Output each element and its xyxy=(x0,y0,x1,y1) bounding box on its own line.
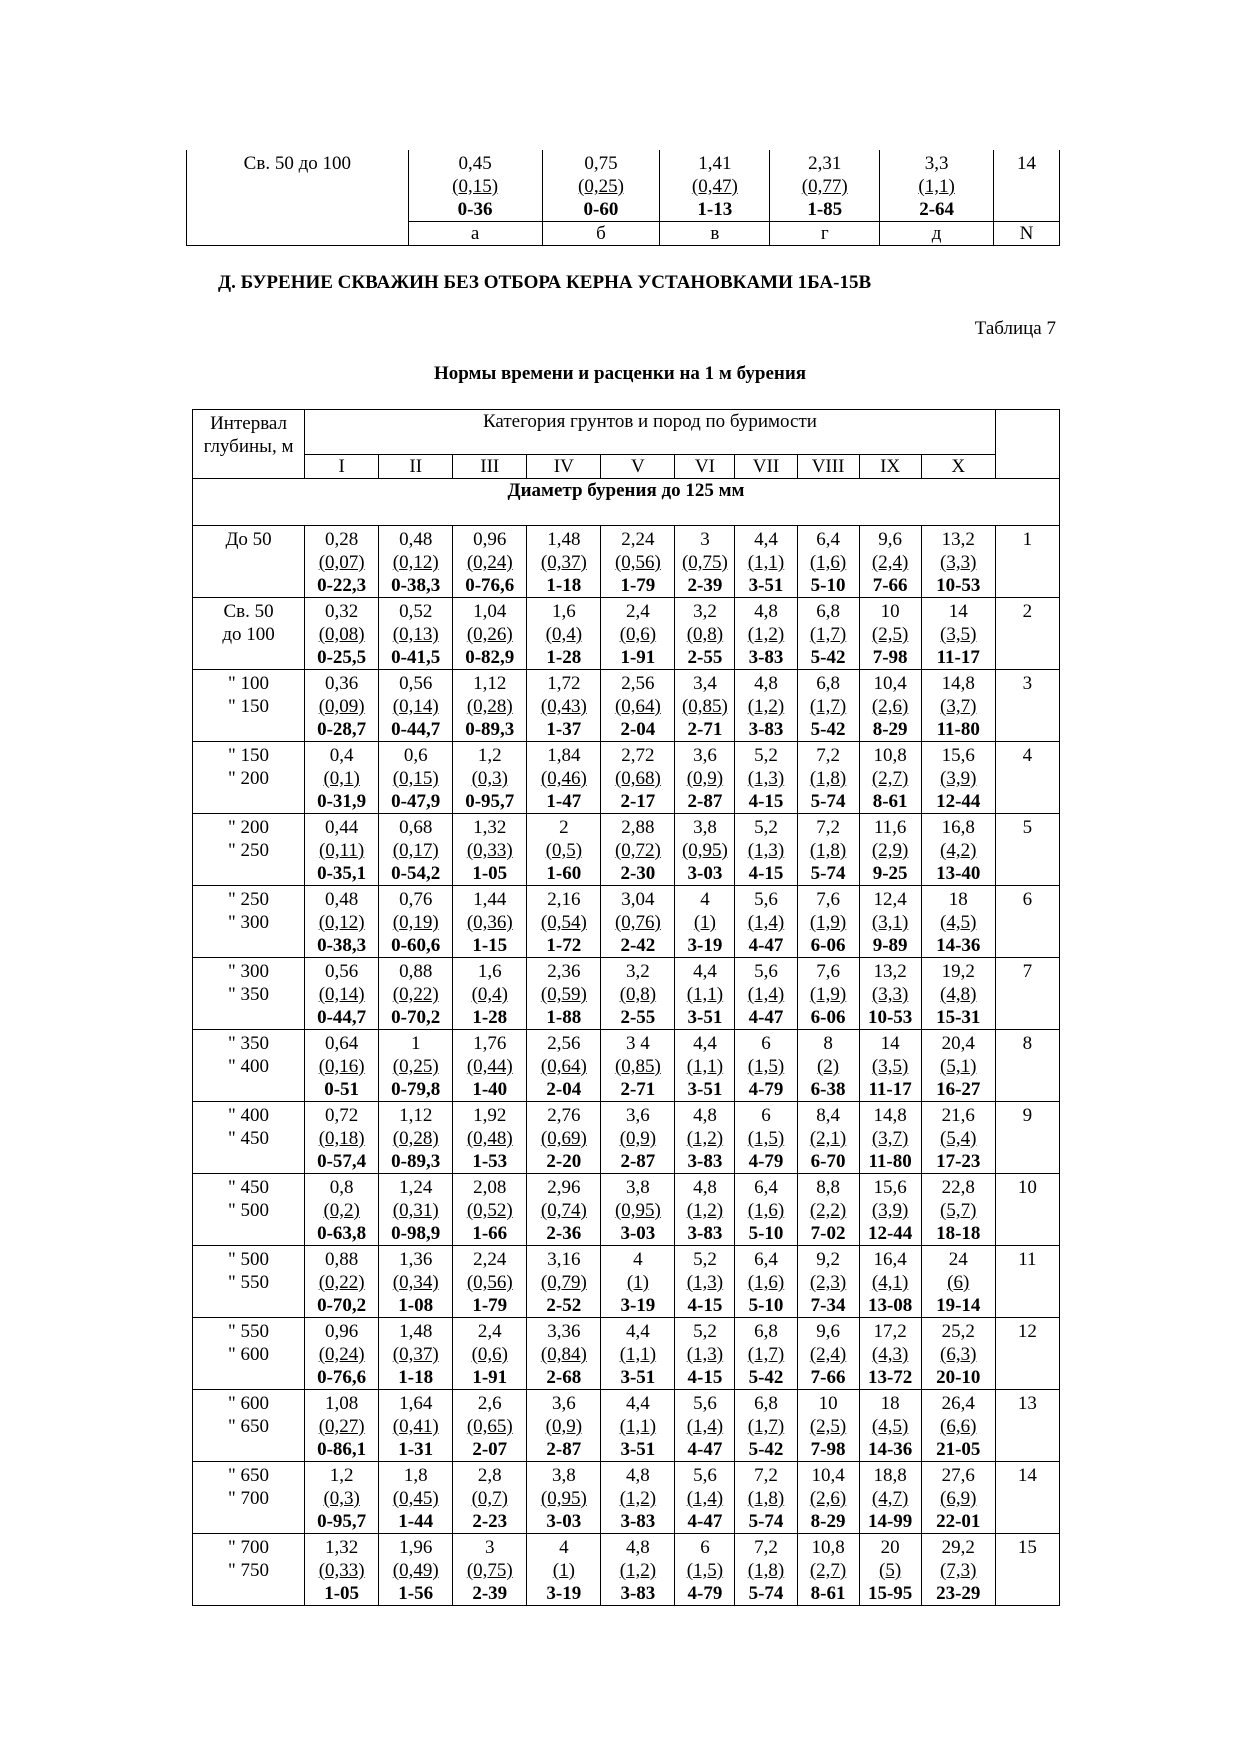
norm-cell: 3,4 (0,85) 2-71 xyxy=(675,670,735,742)
norm-cell: 4,8 (1,2) 3-83 xyxy=(735,670,797,742)
row-number: 6 xyxy=(995,886,1059,958)
depth-interval: " 150 " 200 xyxy=(193,742,305,814)
norm-cell: 4,4 (1,1) 3-51 xyxy=(601,1390,675,1462)
norm-cell: 4 (1) 3-19 xyxy=(675,886,735,958)
norm-cell: 2 (0,5) 1-60 xyxy=(527,814,601,886)
norm-cell: 4 (1) 3-19 xyxy=(601,1246,675,1318)
norm-cell: 0,36 (0,09) 0-28,7 xyxy=(305,670,379,742)
depth-interval: " 100 " 150 xyxy=(193,670,305,742)
norm-cell: 5,2 (1,3) 4-15 xyxy=(675,1246,735,1318)
row-number: 4 xyxy=(995,742,1059,814)
norm-cell: 0,64 (0,16) 0-51 xyxy=(305,1030,379,1102)
depth-interval: " 700 " 750 xyxy=(193,1534,305,1606)
norm-cell: 5,2 (1,3) 4-15 xyxy=(735,742,797,814)
depth-interval: " 650 " 700 xyxy=(193,1462,305,1534)
continuation-table xyxy=(186,150,1060,246)
norm-cell: 1,32 (0,33) 1-05 xyxy=(453,814,527,886)
norm-cell: 10,4 (2,6) 8-29 xyxy=(859,670,921,742)
norms-table xyxy=(192,409,1060,1606)
norm-cell: 4 (1) 3-19 xyxy=(527,1534,601,1606)
norm-cell: 17,2 (4,3) 13-72 xyxy=(859,1318,921,1390)
norm-cell: 7,2 (1,8) 5-74 xyxy=(797,814,859,886)
norm-cell: 4,8 (1,2) 3-83 xyxy=(601,1462,675,1534)
norm-cell: 3,8 (0,95) 3-03 xyxy=(675,814,735,886)
norm-cell: 6,4 (1,6) 5-10 xyxy=(797,526,859,598)
norm-cell: 2,24 (0,56) 1-79 xyxy=(601,526,675,598)
norm-cell: 10 (2,5) 7-98 xyxy=(859,598,921,670)
norm-cell: 1,36 (0,34) 1-08 xyxy=(379,1246,453,1318)
norm-cell: 6,8 (1,7) 5-42 xyxy=(797,670,859,742)
table-row xyxy=(193,1318,1060,1390)
norm-cell: 13,2 (3,3) 10-53 xyxy=(921,526,995,598)
row-number: 3 xyxy=(995,670,1059,742)
norm-cell: 2,72 (0,68) 2-17 xyxy=(601,742,675,814)
category-roman: X xyxy=(921,455,995,479)
norm-cell: 25,2 (6,3) 20-10 xyxy=(921,1318,995,1390)
norm-cell: 10,4 (2,6) 8-29 xyxy=(797,1462,859,1534)
norm-cell: 1,12 (0,28) 0-89,3 xyxy=(453,670,527,742)
norm-cell: 0,4 (0,1) 0-31,9 xyxy=(305,742,379,814)
norm-cell: 3 4 (0,85) 2-71 xyxy=(601,1030,675,1102)
row-number: 12 xyxy=(995,1318,1059,1390)
norm-cell: 5,2 (1,3) 4-15 xyxy=(735,814,797,886)
norm-cell: 2,16 (0,54) 1-72 xyxy=(527,886,601,958)
category-roman: VI xyxy=(675,455,735,479)
table-row xyxy=(193,670,1060,742)
depth-interval: До 50 xyxy=(193,526,305,598)
norm-cell: 16,4 (4,1) 13-08 xyxy=(859,1246,921,1318)
norm-cell: 9,6 (2,4) 7-66 xyxy=(797,1318,859,1390)
norm-cell: 29,2 (7,3) 23-29 xyxy=(921,1534,995,1606)
norm-cell: 0,68 (0,17) 0-54,2 xyxy=(379,814,453,886)
norm-cell: 7,6 (1,9) 6-06 xyxy=(797,886,859,958)
interval-header: Интервал глубины, м xyxy=(193,410,305,479)
norm-cell: 0,48 (0,12) 0-38,3 xyxy=(305,886,379,958)
norm-cell: 2,08 (0,52) 1-66 xyxy=(453,1174,527,1246)
norm-cell: 1,12 (0,28) 0-89,3 xyxy=(379,1102,453,1174)
norm-cell: 20,4 (5,1) 16-27 xyxy=(921,1030,995,1102)
norm-cell: 5,6 (1,4) 4-47 xyxy=(735,886,797,958)
norm-cell: 14,8 (3,7) 11-80 xyxy=(921,670,995,742)
norm-cell: 7,2 (1,8) 5-74 xyxy=(797,742,859,814)
row-number: 1 xyxy=(995,526,1059,598)
norm-cell: 2,4 (0,6) 1-91 xyxy=(601,598,675,670)
norm-cell: 4,4 (1,1) 3-51 xyxy=(675,1030,735,1102)
norm-cell: 6,4 (1,6) 5-10 xyxy=(735,1246,797,1318)
norm-cell: 6 (1,5) 4-79 xyxy=(735,1102,797,1174)
norm-cell: 14 (3,5) 11-17 xyxy=(859,1030,921,1102)
norm-cell: 0,56 (0,14) 0-44,7 xyxy=(379,670,453,742)
table-row xyxy=(193,1174,1060,1246)
norm-cell: 0,6 (0,15) 0-47,9 xyxy=(379,742,453,814)
norm-cell: 0,96 (0,24) 0-76,6 xyxy=(305,1318,379,1390)
norm-cell: 7,2 (1,8) 5-74 xyxy=(735,1462,797,1534)
norm-cell: 8 (2) 6-38 xyxy=(797,1030,859,1102)
norm-cell: 18 (4,5) 14-36 xyxy=(859,1390,921,1462)
table-row xyxy=(193,1534,1060,1606)
norm-cell: 27,6 (6,9) 22-01 xyxy=(921,1462,995,1534)
norm-cell: 18 (4,5) 14-36 xyxy=(921,886,995,958)
norm-cell: 2,88 (0,72) 2-30 xyxy=(601,814,675,886)
norm-cell: 4,8 (1,2) 3-83 xyxy=(675,1174,735,1246)
norm-cell: 6,4 (1,6) 5-10 xyxy=(735,1174,797,1246)
norm-cell: 2,4 (0,6) 1-91 xyxy=(453,1318,527,1390)
norm-cell: 18,8 (4,7) 14-99 xyxy=(859,1462,921,1534)
norm-cell: 11,6 (2,9) 9-25 xyxy=(859,814,921,886)
norm-cell: 7,2 (1,8) 5-74 xyxy=(735,1534,797,1606)
norm-cell: 3 (0,75) 2-39 xyxy=(675,526,735,598)
norm-cell: 1 (0,25) 0-79,8 xyxy=(379,1030,453,1102)
norm-cell: 14,8 (3,7) 11-80 xyxy=(859,1102,921,1174)
norm-cell: 1,72 (0,43) 1-37 xyxy=(527,670,601,742)
norm-cell: 26,4 (6,6) 21-05 xyxy=(921,1390,995,1462)
category-roman: VIII xyxy=(797,455,859,479)
norm-cell: 1,2 (0,3) 0-95,7 xyxy=(453,742,527,814)
norm-cell: 6 (1,5) 4-79 xyxy=(735,1030,797,1102)
norm-cell: 12,4 (3,1) 9-89 xyxy=(859,886,921,958)
norm-cell: 16,8 (4,2) 13-40 xyxy=(921,814,995,886)
norm-cell: 10,8 (2,7) 8-61 xyxy=(859,742,921,814)
norm-cell: 1,6 (0,4) 1-28 xyxy=(453,958,527,1030)
row-number: 15 xyxy=(995,1534,1059,1606)
norm-cell: 0,96 (0,24) 0-76,6 xyxy=(453,526,527,598)
norm-cell: 0,48 (0,12) 0-38,3 xyxy=(379,526,453,598)
continuation-cell: 3,3 (1,1) 2-64 xyxy=(880,150,994,222)
norm-cell: 0,32 (0,08) 0-25,5 xyxy=(305,598,379,670)
norm-cell: 2,56 (0,64) 2-04 xyxy=(601,670,675,742)
category-roman: V xyxy=(601,455,675,479)
norm-cell: 1,92 (0,48) 1-53 xyxy=(453,1102,527,1174)
norm-cell: 3,8 (0,95) 3-03 xyxy=(601,1174,675,1246)
table-row xyxy=(193,1246,1060,1318)
row-number: 13 xyxy=(995,1390,1059,1462)
norm-cell: 2,24 (0,56) 1-79 xyxy=(453,1246,527,1318)
table-row xyxy=(193,1030,1060,1102)
norm-cell: 6,8 (1,7) 5-42 xyxy=(797,598,859,670)
row-number: 10 xyxy=(995,1174,1059,1246)
depth-interval: " 450 " 500 xyxy=(193,1174,305,1246)
norm-cell: 1,96 (0,49) 1-56 xyxy=(379,1534,453,1606)
norm-cell: 1,32 (0,33) 1-05 xyxy=(305,1534,379,1606)
table-row xyxy=(193,814,1060,886)
norm-cell: 3,6 (0,9) 2-87 xyxy=(527,1390,601,1462)
depth-interval: " 500 " 550 xyxy=(193,1246,305,1318)
column-letter: а xyxy=(408,222,542,246)
norm-cell: 20 (5) 15-95 xyxy=(859,1534,921,1606)
depth-interval: " 400 " 450 xyxy=(193,1102,305,1174)
continuation-cell: 1,41 (0,47) 1-13 xyxy=(660,150,770,222)
norm-cell: 3,6 (0,9) 2-87 xyxy=(675,742,735,814)
number-header xyxy=(995,410,1059,479)
depth-interval: " 300 " 350 xyxy=(193,958,305,1030)
row-number: 8 xyxy=(995,1030,1059,1102)
norm-cell: 15,6 (3,9) 12-44 xyxy=(921,742,995,814)
norm-cell: 2,8 (0,7) 2-23 xyxy=(453,1462,527,1534)
table-title: Нормы времени и расценки на 1 м бурения xyxy=(433,363,807,384)
norm-cell: 1,44 (0,36) 1-15 xyxy=(453,886,527,958)
table-row xyxy=(193,742,1060,814)
norm-cell: 0,28 (0,07) 0-22,3 xyxy=(305,526,379,598)
norm-cell: 4,8 (1,2) 3-83 xyxy=(675,1102,735,1174)
norm-cell: 15,6 (3,9) 12-44 xyxy=(859,1174,921,1246)
norm-cell: 0,76 (0,19) 0-60,6 xyxy=(379,886,453,958)
row-number: 7 xyxy=(995,958,1059,1030)
table-row xyxy=(193,598,1060,670)
norm-cell: 1,64 (0,41) 1-31 xyxy=(379,1390,453,1462)
category-roman: II xyxy=(379,455,453,479)
row-number: 14 xyxy=(995,1462,1059,1534)
column-letter: б xyxy=(542,222,660,246)
diameter-label: Диаметр бурения до 125 мм xyxy=(193,479,1060,526)
norm-cell: 4,4 (1,1) 3-51 xyxy=(675,958,735,1030)
norm-cell: 4,8 (1,2) 3-83 xyxy=(601,1534,675,1606)
norm-cell: 4,8 (1,2) 3-83 xyxy=(735,598,797,670)
norm-cell: 1,48 (0,37) 1-18 xyxy=(379,1318,453,1390)
norm-cell: 6 (1,5) 4-79 xyxy=(675,1534,735,1606)
norm-cell: 13,2 (3,3) 10-53 xyxy=(859,958,921,1030)
norm-cell: 3,2 (0,8) 2-55 xyxy=(675,598,735,670)
norm-cell: 1,2 (0,3) 0-95,7 xyxy=(305,1462,379,1534)
depth-interval: " 550 " 600 xyxy=(193,1318,305,1390)
norm-cell: 3 (0,75) 2-39 xyxy=(453,1534,527,1606)
norm-cell: 2,76 (0,69) 2-20 xyxy=(527,1102,601,1174)
column-letter: в xyxy=(660,222,770,246)
norm-cell: 5,2 (1,3) 4-15 xyxy=(675,1318,735,1390)
norm-cell: 4,4 (1,1) 3-51 xyxy=(601,1318,675,1390)
norm-cell: 3,6 (0,9) 2-87 xyxy=(601,1102,675,1174)
norm-cell: 3,2 (0,8) 2-55 xyxy=(601,958,675,1030)
continuation-cell: 0,75 (0,25) 0-60 xyxy=(542,150,660,222)
section-heading: Д. БУРЕНИЕ СКВАЖИН БЕЗ ОТБОРА КЕРНА УСТАНОВКАМИ 1БА-15В xyxy=(218,272,872,293)
column-letter: N xyxy=(994,222,1060,246)
row-number: 5 xyxy=(995,814,1059,886)
continuation-row-number: 14 xyxy=(994,150,1060,222)
norm-cell: 1,48 (0,37) 1-18 xyxy=(527,526,601,598)
table-row xyxy=(193,1462,1060,1534)
norm-cell: 3,16 (0,79) 2-52 xyxy=(527,1246,601,1318)
depth-interval: " 250 " 300 xyxy=(193,886,305,958)
table-row xyxy=(193,886,1060,958)
category-roman: I xyxy=(305,455,379,479)
norm-cell: 0,72 (0,18) 0-57,4 xyxy=(305,1102,379,1174)
norm-cell: 22,8 (5,7) 18-18 xyxy=(921,1174,995,1246)
category-header: Категория грунтов и пород по буримости xyxy=(305,410,996,455)
norm-cell: 9,2 (2,3) 7-34 xyxy=(797,1246,859,1318)
column-letter: д xyxy=(880,222,994,246)
row-number: 2 xyxy=(995,598,1059,670)
norm-cell: 2,96 (0,74) 2-36 xyxy=(527,1174,601,1246)
norm-cell: 6,8 (1,7) 5-42 xyxy=(735,1390,797,1462)
table-number: Таблица 7 xyxy=(974,318,1056,339)
norm-cell: 2,6 (0,65) 2-07 xyxy=(453,1390,527,1462)
norm-cell: 5,6 (1,4) 4-47 xyxy=(735,958,797,1030)
row-number: 11 xyxy=(995,1246,1059,1318)
norm-cell: 10 (2,5) 7-98 xyxy=(797,1390,859,1462)
norm-cell: 1,24 (0,31) 0-98,9 xyxy=(379,1174,453,1246)
row-number: 9 xyxy=(995,1102,1059,1174)
norm-cell: 8,8 (2,2) 7-02 xyxy=(797,1174,859,1246)
column-letter: г xyxy=(770,222,880,246)
depth-interval: Св. 50 до 100 xyxy=(193,598,305,670)
norm-cell: 19,2 (4,8) 15-31 xyxy=(921,958,995,1030)
norm-cell: 3,8 (0,95) 3-03 xyxy=(527,1462,601,1534)
depth-interval: " 200 " 250 xyxy=(193,814,305,886)
norm-cell: 0,88 (0,22) 0-70,2 xyxy=(379,958,453,1030)
norm-cell: 0,88 (0,22) 0-70,2 xyxy=(305,1246,379,1318)
norm-cell: 1,84 (0,46) 1-47 xyxy=(527,742,601,814)
depth-interval: " 350 " 400 xyxy=(193,1030,305,1102)
norm-cell: 1,04 (0,26) 0-82,9 xyxy=(453,598,527,670)
continuation-depth-label: Св. 50 до 100 xyxy=(187,150,409,246)
norm-cell: 21,6 (5,4) 17-23 xyxy=(921,1102,995,1174)
norm-cell: 0,52 (0,13) 0-41,5 xyxy=(379,598,453,670)
norm-cell: 10,8 (2,7) 8-61 xyxy=(797,1534,859,1606)
norm-cell: 4,4 (1,1) 3-51 xyxy=(735,526,797,598)
norm-cell: 2,36 (0,59) 1-88 xyxy=(527,958,601,1030)
continuation-cell: 2,31 (0,77) 1-85 xyxy=(770,150,880,222)
norm-cell: 7,6 (1,9) 6-06 xyxy=(797,958,859,1030)
norm-cell: 0,8 (0,2) 0-63,8 xyxy=(305,1174,379,1246)
norm-cell: 6,8 (1,7) 5-42 xyxy=(735,1318,797,1390)
norm-cell: 5,6 (1,4) 4-47 xyxy=(675,1462,735,1534)
norm-cell: 5,6 (1,4) 4-47 xyxy=(675,1390,735,1462)
norm-cell: 9,6 (2,4) 7-66 xyxy=(859,526,921,598)
table-row xyxy=(193,526,1060,598)
norm-cell: 2,56 (0,64) 2-04 xyxy=(527,1030,601,1102)
norm-cell: 24 (6) 19-14 xyxy=(921,1246,995,1318)
norm-cell: 1,6 (0,4) 1-28 xyxy=(527,598,601,670)
norm-cell: 0,56 (0,14) 0-44,7 xyxy=(305,958,379,1030)
norm-cell: 1,08 (0,27) 0-86,1 xyxy=(305,1390,379,1462)
table-row xyxy=(193,958,1060,1030)
norm-cell: 0,44 (0,11) 0-35,1 xyxy=(305,814,379,886)
table-row xyxy=(193,1102,1060,1174)
depth-interval: " 600 " 650 xyxy=(193,1390,305,1462)
category-roman: IX xyxy=(859,455,921,479)
norm-cell: 3,36 (0,84) 2-68 xyxy=(527,1318,601,1390)
continuation-cell: 0,45 (0,15) 0-36 xyxy=(408,150,542,222)
norm-cell: 1,76 (0,44) 1-40 xyxy=(453,1030,527,1102)
norm-cell: 14 (3,5) 11-17 xyxy=(921,598,995,670)
norm-cell: 3,04 (0,76) 2-42 xyxy=(601,886,675,958)
category-roman: III xyxy=(453,455,527,479)
table-row xyxy=(193,1390,1060,1462)
norm-cell: 1,8 (0,45) 1-44 xyxy=(379,1462,453,1534)
category-roman: IV xyxy=(527,455,601,479)
norm-cell: 8,4 (2,1) 6-70 xyxy=(797,1102,859,1174)
category-roman: VII xyxy=(735,455,797,479)
